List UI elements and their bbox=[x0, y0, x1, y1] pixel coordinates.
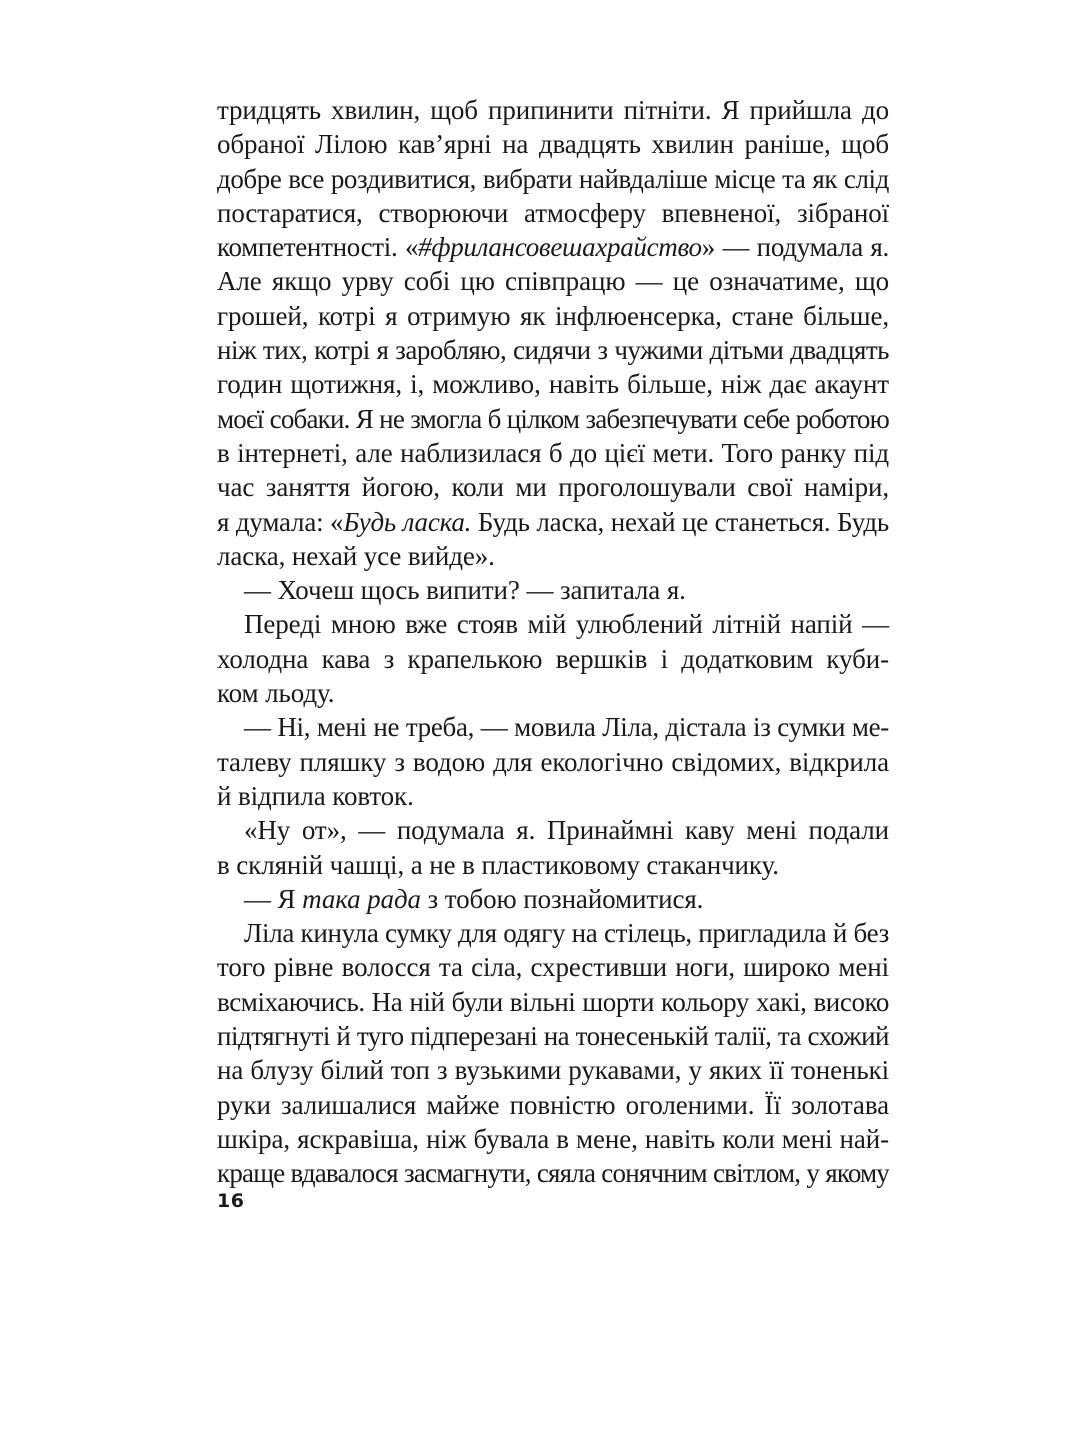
text-line bbox=[217, 779, 889, 813]
text-segment: годин щотижня, і, можливо, навіть більше, ніж дає акаунт bbox=[217, 369, 889, 400]
text-segment: ласка, нехай усе вийде». bbox=[217, 540, 495, 571]
text-segment: талеву пляшку з водою для екологічно свідомих, відкрила bbox=[217, 746, 889, 777]
text-line bbox=[217, 950, 889, 984]
text-segment: й відпила ковток. bbox=[217, 780, 414, 811]
text-line bbox=[217, 1053, 889, 1087]
text-segment: — Ні, мені не треба, — мовила Ліла, дістала із сумки ме- bbox=[244, 712, 889, 743]
text-segment: Ліла кинула сумку для одягу на стілець, пригладила й без bbox=[244, 918, 889, 949]
text-segment: холодна кава з крапелькою вершків і додатковим куби- bbox=[217, 643, 889, 674]
text-segment: — Я bbox=[244, 883, 303, 914]
text-segment: підтягнуті й туго підперезані на тонесенькій талії, та схожий bbox=[217, 1021, 889, 1052]
text-line bbox=[217, 745, 889, 779]
text-line bbox=[217, 916, 889, 950]
text-line bbox=[217, 299, 889, 333]
text-segment: Переді мною вже стояв мій улюблений літній напій — bbox=[244, 609, 889, 640]
text-line bbox=[217, 642, 889, 676]
text-line bbox=[217, 196, 889, 230]
text-segment: в скляній чашці, а не в пластиковому стаканчику. bbox=[217, 849, 779, 880]
text-segment: Будь ласка, нехай це станеться. Будь bbox=[471, 506, 890, 537]
text-line bbox=[217, 127, 889, 161]
text-segment: компетентності. « bbox=[217, 232, 419, 263]
text-line bbox=[217, 436, 889, 470]
text-line bbox=[217, 1088, 889, 1122]
text-segment: «Ну от», — подумала я. Принаймні каву мені подали bbox=[244, 815, 889, 846]
text-line bbox=[217, 1156, 889, 1190]
text-line bbox=[217, 162, 889, 196]
text-segment: того рівне волосся та сіла, схрестивши ноги, широко мені bbox=[217, 952, 889, 983]
text-segment: тридцять хвилин, щоб припинити пітніти. Я прийшла до bbox=[217, 95, 889, 125]
text-segment: на блузу білий топ з вузькими рукавами, у яких її тоненькі bbox=[217, 1055, 889, 1086]
text-line bbox=[217, 402, 889, 436]
text-segment: час заняття йогою, коли ми проголошували свої наміри, bbox=[217, 472, 889, 503]
page-number: 16 bbox=[217, 1190, 245, 1212]
text-line bbox=[217, 848, 889, 882]
text-line bbox=[217, 470, 889, 504]
text-segment: ком льоду. bbox=[217, 678, 335, 709]
text-line bbox=[217, 264, 889, 298]
text-segment: Але якщо урву собі цю співпрацю — це означатиме, що bbox=[217, 266, 889, 297]
italic-text: Будь ласка. bbox=[343, 506, 472, 537]
text-segment: руки залишалися майже повністю оголеними. Її золотава bbox=[217, 1089, 889, 1120]
text-segment: в інтернеті, але наблизилася б до цієї мети. Того ранку під bbox=[217, 437, 889, 468]
text-segment: добре все роздивитися, вибрати найвдаліше місце та як слід bbox=[217, 163, 889, 194]
text-line bbox=[217, 607, 889, 641]
text-line bbox=[217, 1122, 889, 1156]
text-line bbox=[217, 505, 889, 539]
text-line bbox=[217, 367, 889, 401]
text-line bbox=[217, 539, 889, 573]
text-segment: — Хочеш щось випити? — запитала я. bbox=[244, 575, 686, 606]
text-line bbox=[217, 1019, 889, 1053]
italic-text: #фрилансовешахрайство bbox=[418, 232, 702, 263]
text-segment: » — подумала я. bbox=[701, 232, 889, 263]
text-segment: грошей, котрі я отримую як інфлюенсерка, стане більше, bbox=[217, 300, 889, 331]
text-segment: всміхаючись. На ній були вільні шорти кольору хакі, високо bbox=[217, 986, 889, 1017]
text-line bbox=[217, 93, 889, 127]
text-line bbox=[217, 230, 889, 264]
text-line bbox=[217, 882, 889, 916]
text-segment: постаратися, створюючи атмосферу впевненої, зібраної bbox=[217, 197, 889, 228]
text-line bbox=[217, 985, 889, 1019]
text-segment: моєї собаки. Я не змогла б цілком забезпечувати себе роботою bbox=[217, 403, 889, 434]
text-line bbox=[217, 710, 889, 744]
text-segment: я думала: « bbox=[217, 506, 344, 537]
text-segment: ніж тих, котрі я заробляю, сидячи з чужими дітьми двадцять bbox=[217, 335, 889, 366]
text-line bbox=[217, 573, 889, 607]
text-segment: краще вдавалося засмагнути, сяяла сонячним світлом, у якому bbox=[217, 1158, 889, 1189]
text-segment: з тобою познайомитися. bbox=[420, 883, 704, 914]
text-segment: шкіра, яскравіша, ніж бувала в мене, навіть коли мені най- bbox=[217, 1123, 889, 1154]
text-line bbox=[217, 676, 889, 710]
italic-text: така рада bbox=[302, 883, 421, 914]
text-line bbox=[217, 333, 889, 367]
text-segment: обраної Лілою кав’ярні на двадцять хвилин раніше, щоб bbox=[217, 129, 889, 160]
text-line bbox=[217, 813, 889, 847]
body-text bbox=[217, 93, 889, 1191]
